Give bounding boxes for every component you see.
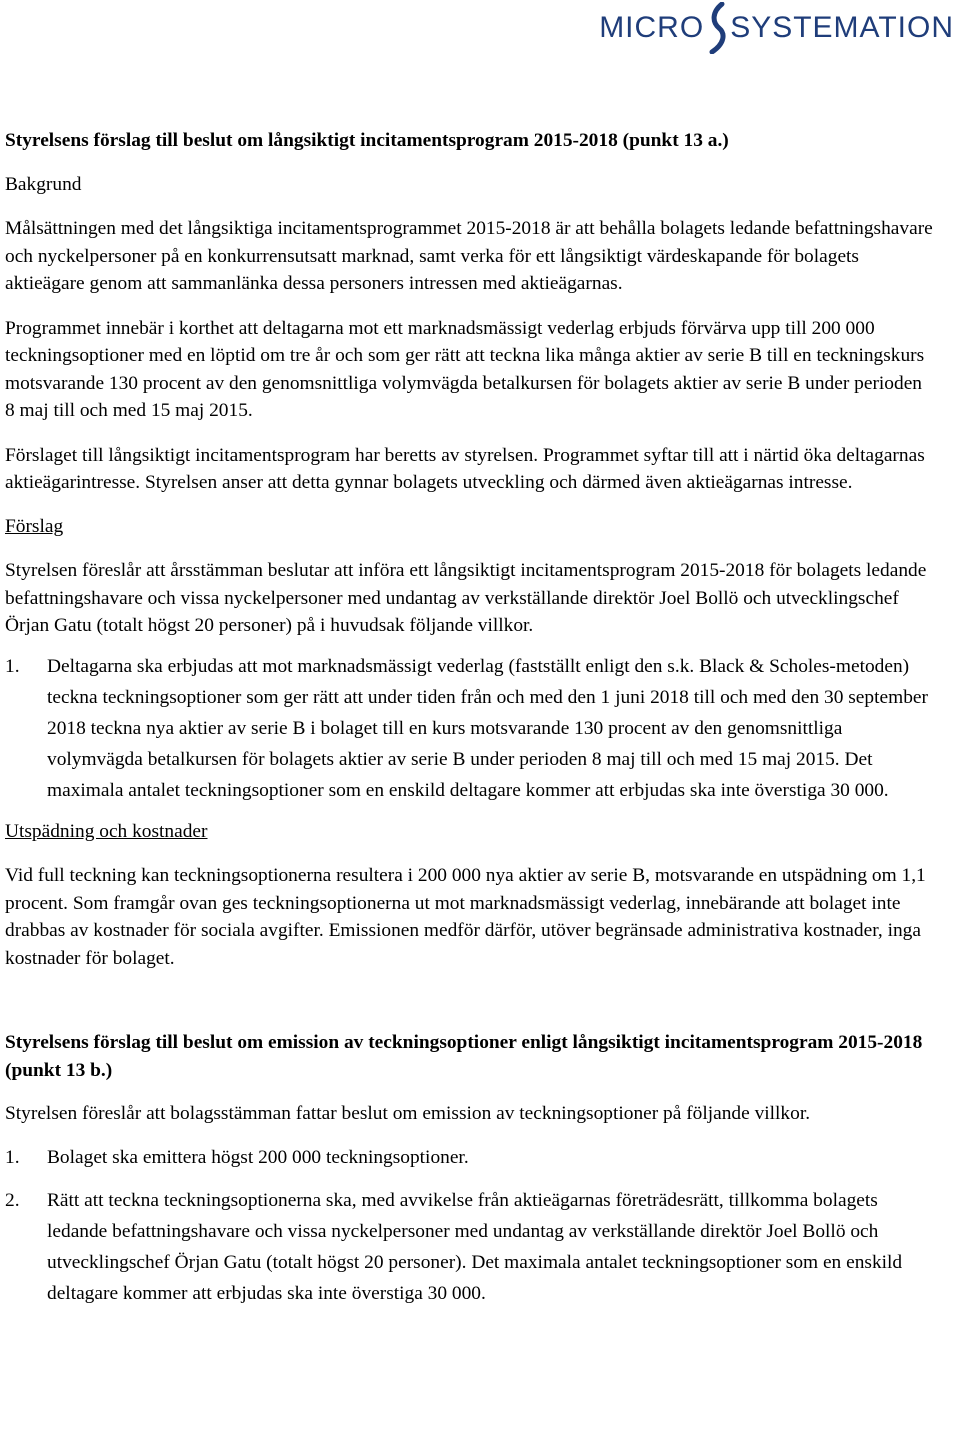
utspadning-paragraph: Vid full teckning kan teckningsoptionerna resultera i 200 000 nya aktier av serie B, motsvarande en utspädning om 1,1 procent. Som framgår ovan ges teckningsoptionerna ut mot marknadsmässigt vederlag, innebärande att bolaget inte drabbas av kostnader för sociala avgifter. Emissionen medför därför, utöver begränsade administrativa kostnader, inga kostnader för bolaget. [5,865,926,969]
forslag-heading: Förslag [5,515,64,537]
list-item-number: 1. [5,1146,20,1168]
list-item [5,1185,935,1310]
bakgrund-heading: Bakgrund [5,173,82,195]
list-item [5,1142,935,1173]
program-paragraph: Programmet innebär i korthet att deltagarna mot ett marknadsmässigt vederlag erbjuds förvärva upp till 200 000 teckningsoptioner med en löptid om tre år och som ger rätt att teckna lika många aktier av serie B till en teckningskurs motsvarande 130 procent av den genomsnittliga volymvägda betalkursen för bolagets aktier av serie B under perioden 8 maj till och med 15 maj 2015. [5,317,925,421]
forslag-paragraph: Styrelsen föreslår att årsstämman beslutar att införa ett långsiktigt incitamentsprogram 2015-2018 för bolagets ledande befattningshavare och vissa nyckelpersoner med undantag av verkställande direktör Joel Bollö och utvecklingschef Örjan Gatu (totalt högst 20 personer) på i huvudsak följande villkor. [5,560,927,636]
list-item-number: 2. [5,1189,20,1211]
logo-word-systemation: SYSTEMATION [730,11,954,44]
logo-word-micro: MICRO [599,11,705,44]
forslaget-paragraph: Förslaget till långsiktigt incitamentsprogram har beretts av styrelsen. Programmet syftar till att i närtid öka deltagarnas aktieägarintresse. Styrelsen anser att detta gynnar bolagets utveckling och därmed även aktieägarnas intresse. [5,444,925,493]
list-item-text: Deltagarna ska erbjudas att mot marknadsmässigt vederlag (fastställt enligt den s.k. Black & Scholes-metoden) teckna teckningsoptioner som ger rätt att under tiden från och med den 1 juni 2018 till och med den 30 september 2018 teckna nya aktier av serie B i bolaget till en kurs motsvarande 130 procent av den genomsnittliga volymvägda betalkursen för bolagets aktier av serie B under perioden 8 maj till och med 15 maj 2015. Det maximala antalet teckningsoptioner som en enskild deltagare kommer att erbjudas ska inte överstiga 30 000. [47,655,928,802]
document-body [5,127,935,1310]
list-item-number: 1. [5,655,20,677]
logo-swoosh-icon [706,2,728,54]
list-item-text: Rätt att teckna teckningsoptionerna ska, med avvikelse från aktieägarnas företrädesrätt, tillkomma bolagets ledande befattningshavare och vissa nyckelpersoner med undantag av verkställande direktör Joel Bollö och utvecklingschef Örjan Gatu (totalt högst 20 personer). Det maximala antalet teckningsoptioner som en enskild deltagare kommer att erbjudas ska inte överstiga 30 000. [47,1189,903,1305]
list-item-text: Bolaget ska emittera högst 200 000 teckningsoptioner. [47,1146,469,1168]
company-logo [599,2,954,54]
utspadning-heading: Utspädning och kostnader [5,820,208,842]
section-a-title: Styrelsens förslag till beslut om långsiktigt incitamentsprogram 2015-2018 (punkt 13 a.) [5,130,729,151]
section-b-title: Styrelsens förslag till beslut om emission av teckningsoptioner enligt långsiktigt incitamentsprogram 2015-2018 (punkt 13 b.) [5,1032,923,1081]
bakgrund-paragraph: Målsättningen med det långsiktiga incitamentsprogrammet 2015-2018 är att behålla bolagets ledande befattningshavare och nyckelpersoner på en konkurrensutsatt marknad, samt verka för ett långsiktigt värdeskapande för bolagets aktieägare genom att sammanlänka dessa personers intressen med aktieägarnas. [5,218,933,294]
list-item [5,651,935,807]
section-b-paragraph: Styrelsen föreslår att bolagsstämman fattar beslut om emission av teckningsoptioner på följande villkor. [5,1103,811,1125]
